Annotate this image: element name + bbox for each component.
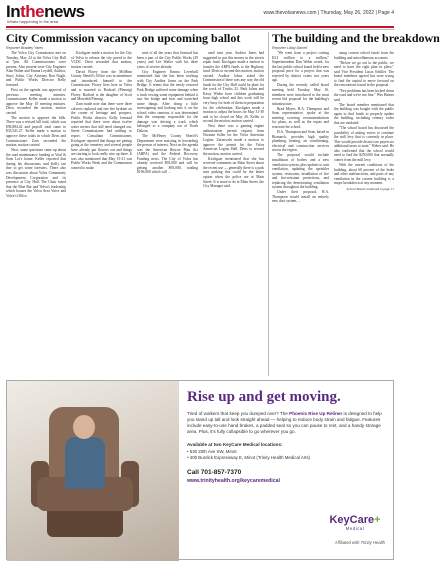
paragraph: note of all the years that Jomstad has been a part of the City Public Works (29 years) and Lee Walter with his three years of service already. [137,51,198,69]
paragraph: The Volva City Commission met on Tuesday, May 24 at the Volva City Hall at 7pm. All Commissioners were present. Also present were City Engineer Alan Walter and Emma Leydell, Auditor, Stacy Johns, City Attorney Ron Nagle, and Public Works Director Kelly Jomstad. [6,51,66,87]
paragraph: "Fire problems has been kicked down the road and we're not fine," Wes Haines said. [334,88,394,102]
paragraph: The McHenry County Sheriff's Department were assisting in forwarding the person of interest. Next on the agenda was the American Rescue Plan Act (ARPA) and the Federal Recovery Funding news. The City of Volva has already received $93,000 and will be getting another $93,000, totaling $196,000 which will ... [137,134,198,175]
article-column-4 [203,51,264,376]
paragraph: Zarn made note that there were three culverts replaced and one fire hydrant on the corner of heritage and prospect. Public Works director, Kelly Jomstad reported that there were about twelve water meters that still need changed out. Street Commissioner had nothing to report. Consultant Commissioner, Kirchgaer reported that things are getting going at the cemetery and several people have already put flowers out and things are starting to look really nice up there. It was also mentioned that May 15-21 was Public Works Week and the Commission wanted to make [71,102,132,170]
paragraph: The motion to approve the bills. There was a revised bill total, which was $94,884.42 and payroll total came to $33,541.27. Keller made a motion to approve these totals in which Deris and Commissioner Zarn seconded the motion, motion carried. [6,115,66,148]
article-column-3 [137,51,198,376]
byline-right: Reporter Libby Darrell [272,46,308,50]
ad-url-link[interactable]: www.trinityhealth.org/keycaremedical [187,478,280,484]
ad-title: Rise up and get moving. [187,389,341,405]
ad-location-item: • 400 Burdick Expressway E, Minot (Trinity Health Medical Arts) [187,455,387,461]
paragraph: Kirchgaer made a motion for the City of Volva to release the city paved to the VCDC. Deris seconded that motion, motion carried. [71,51,132,69]
logo-text: KeyCare [329,514,375,526]
masthead [6,4,394,26]
paragraph: With the current conditions of the building, about 60 percent of the leaks and other malfunctions, and parts of any ventilation in the current building is a major breakdown at any moment. [334,163,394,186]
paragraph: City Engineer Emma Leverball mentioned that she has been working with City Auditor Jones on the Park Bridge. It seems that the newly restored Park Bridge suffered some damage when a truck towing some equipment behind it saw the bridge and how and scratched some things. After doing a little investigating and looking into it on the school video cameras, it was determined that the company responsible for the damage was driving a truck which belonged to a company out of North Dakota. [137,69,198,133]
paragraph: H.A. Thompson and Sons, based in Bismarck, provides high quality plumbing, heating, air conditioning, electrical and construction services across the region. [272,130,329,153]
keycare-advertisement[interactable] [6,380,394,560]
continued-link[interactable]: School Board continued to page 11 [346,186,394,191]
photo-shape [73,415,95,439]
keycare-logo[interactable] [325,515,385,531]
paragraph: "The school board has discussed the possibility of asking voters to continue the mill levy that is currently in place. This would provide district tax payers no additional taxes to state," Weber said. He also confirmed that the school would need to find the $250,000 that normally comes from the mill levy. [334,126,394,162]
article-column-2 [71,51,132,376]
story-divider [268,32,269,376]
ad-available-heading: Available at two KeyCare Medical locations: [187,442,283,447]
paragraph: Kirchgaer mentioned that she has received comments on Main Street about the recent use — generally there is a park area parking this could be the better option when the police are at Main Street. It is more to do at Main Street, the City Manager said. [203,156,264,189]
paragraph: "We went from a project costing $3.2 million to a million," Superintendent Dan Weber noted, for the last public school board held a new proposal price for a project that was rejected by district voters two years ago. [272,51,329,83]
paragraph: Under their proposal, H.A. Thompson would install an entirely new duct system, ... [272,190,329,204]
logo-in: In [6,2,21,21]
photo-shape [65,437,105,489]
paragraph: Brad Meyer, H.A. Thompson and Sons representative, spoke at the meeting covering recommendations for plans, as well as the repair and renovate the school. [272,106,329,129]
ad-photo-walker [7,381,179,561]
article-column-1 [6,51,66,376]
ad-description [187,411,387,435]
logo-the: the [20,2,45,21]
logo-news: news [44,2,85,21]
plus-icon: + [374,514,381,526]
ad-phone[interactable]: Call 701-857-7370 [187,469,242,476]
ad-product-name: Phoenix Rise Up Reliner [289,411,343,416]
logo-mark [325,515,385,526]
dateline: www.thevolvanews.com | Thursday, May 26, 2022 | Page 4 [263,10,394,16]
ad-content [187,389,387,484]
paragraph: The proposal would include installation of boilers and a new ventilation system, plus updates to unit ventilation, updating the sprinkler system, restrooms, installation of fire and fire-resistant protections, and replacing the deteriorating ventilation system throughout the building. [272,153,329,190]
paragraph: until next year. Auditor Jones had suggested to put this money in the streets repair fund. Kirchgaer made a motion to transfer the ARPA funds to the Highway fund. Deris to second this motion, motion carried. Auditor Johns asked the Commission if there was any way the old funds for the City Hall could be plate for the work of Trucks 23. Beth Johns and Kesty Wiebe have children graduating from high school and this work will be very busy for both of them in preparation for the celebration. Kirchgaer made a motion to adjust the hours for May 31-30 and to be closed on May 26. Keller to second the motion, motion carried. [203,51,264,124]
photo-shape [47,511,123,537]
headline-building[interactable]: The building and the breakdown [272,31,440,45]
paragraph: First on the agenda was approval of previous meeting minutes. Commissioner Keller made a motion to approve the May 10 meeting minutes. Deris seconded the motion, motion carried. [6,87,66,115]
paragraph: Next, some questions came up about the road maintenance funding at Vital & Sons Lot's home. Keller reported that during his discussions said Kelly ran fine to get some foresters. There also was discussion about Volva Community Development Corporation and its presence at City Hall. The Chair noted that the Blue Bar and Volva's leadership which houses the Volva Area Voice and Volva's Office. [6,148,66,198]
paragraph: "Before we go out to the public, we need to have the right plan in place," said Vice President Lucas Schiller. The board members agreed but were trying to find the capital to move forward on the renovations found in the proposal. [334,60,394,88]
paragraph: using current school funds from the building and miscellaneous accounts. [334,51,394,60]
ad-sub-intro: Tired of walkers that keep you dumped over? The [187,411,288,416]
article-column-6 [334,51,394,376]
masthead-rule [6,26,394,28]
newspaper-logo[interactable] [6,4,85,20]
masthead-thin-rule [6,29,394,30]
ad-affiliation: Affiliated with Trinity Health [334,540,385,545]
article-column-5 [272,51,329,376]
ad-location-item: • 530 20th Ave SW, Minot [187,449,387,455]
ad-sub-rest: is designed to help you stand up tall and look straight ahead — helping to reduce body strain and fatigue. Features include easy-to-use hand brakes, a padded seat so you can pause to rest, and a handy storage area. Plus, it's fully collapsible to go wherever you go. [187,411,382,434]
paragraph: During the recently called board meeting held Tuesday, May 16, members were introduced to the most recent bid proposal for the building's infrastructure. [272,83,329,106]
tagline: Whats happening in the area [7,19,59,24]
paragraph: Next there was a gaming engine authorization permit request from Norman Soller for the Volva American Legion. Zarnowski made a motion to approve the permit for the Volva American Legion Hall. Deris to second the motion, motion carried. [203,124,264,156]
logo-sub: Medical [345,526,365,531]
headline-city-commission[interactable]: City Commission vacancy on upcoming ballot [6,31,241,45]
paragraph: David Florey from the McMinn County Sheriff's Office was in attendance and introduced himself to the Commission. Florey lives here in Volva and is married to Rachael (Pfennig) Florey. Rachael is the daughter of Scott and Meredith Pfennig. [71,69,132,102]
byline-left: Reporter Bradley Yates [6,46,44,50]
ad-location-list [187,449,387,461]
paragraph: The board member mentioned that the building was bought with the public again to find funds to properly update the building, including century codes that are outdated. [334,102,394,125]
